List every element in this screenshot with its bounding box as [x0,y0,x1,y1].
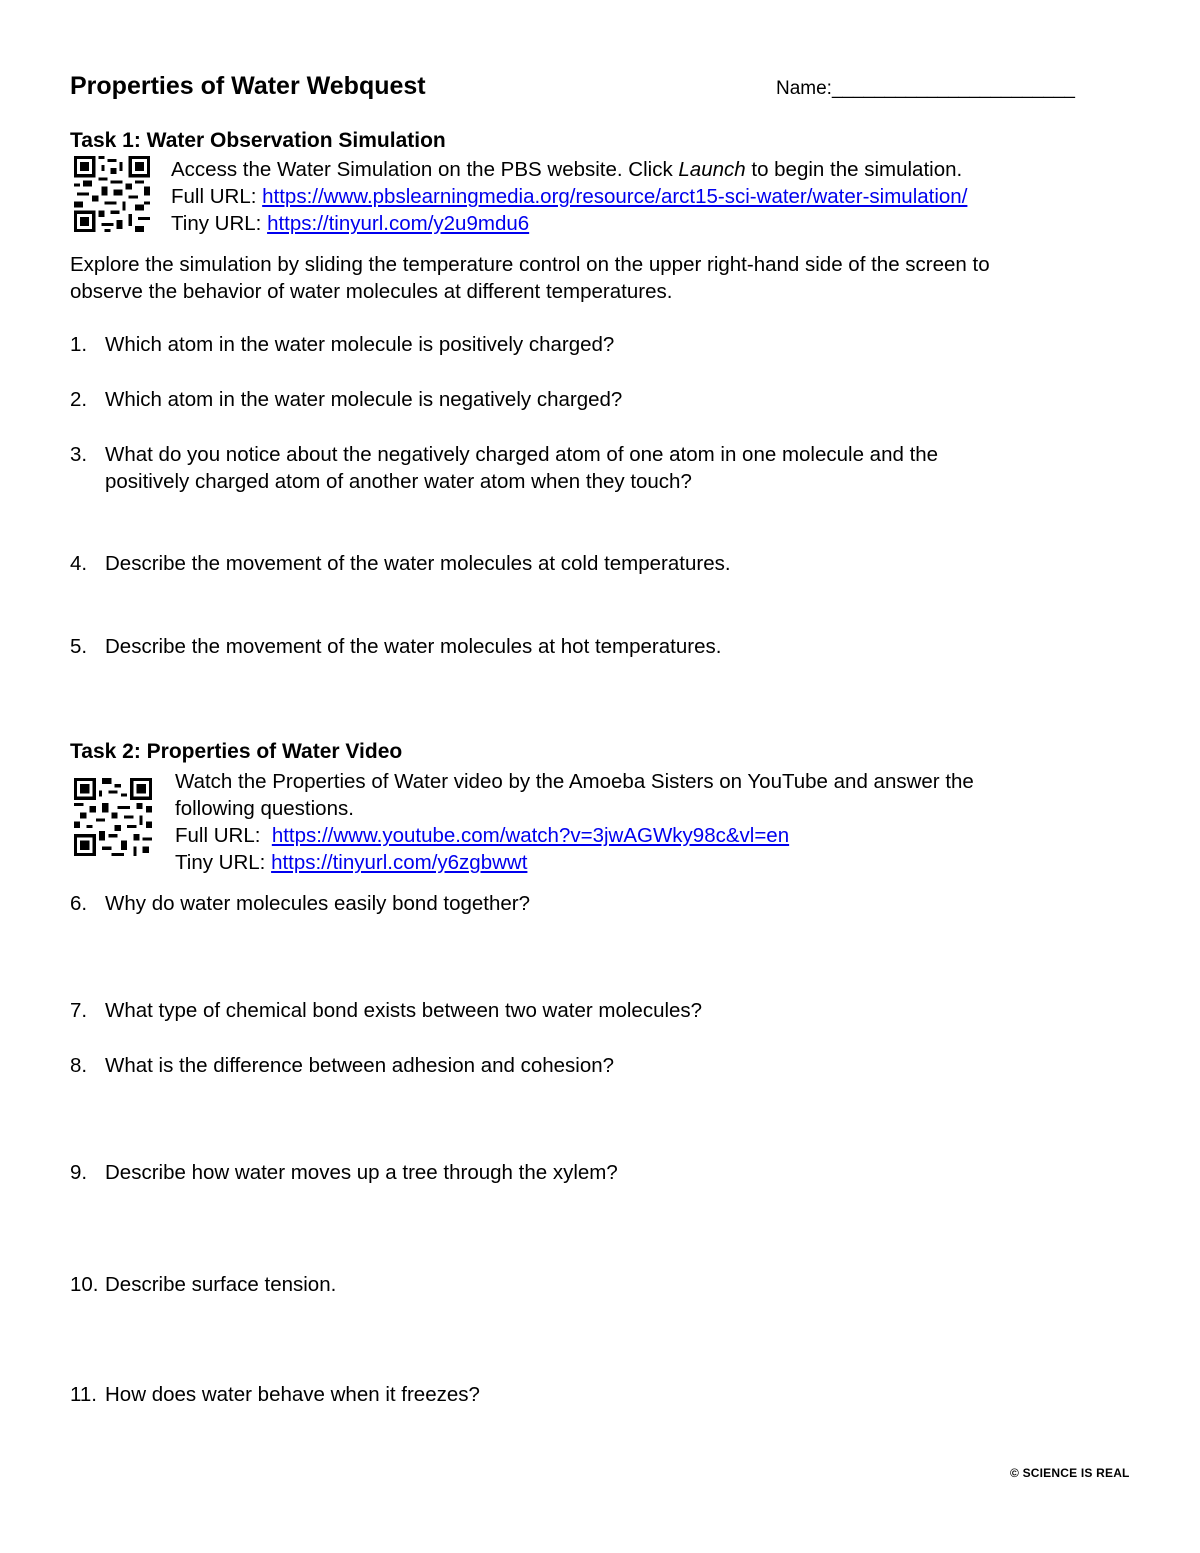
task2-heading: Task 2: Properties of Water Video [70,740,403,763]
task1-intro: Access the Water Simulation on the PBS website. Click Launch to begin the simulation. [171,158,963,181]
task1-explore-line1: Explore the simulation by sliding the temperature control on the upper right-hand side of the screen to [70,253,990,276]
task1-full-url-row: Full URL: https://www.pbslearningmedia.org/resource/arct15-sci-water/water-simulation/ [171,185,968,208]
task2-intro-line2: following questions. [175,797,354,820]
task2-tiny-url-link[interactable]: https://tinyurl.com/y6zgbwwt [271,851,528,874]
task1-heading: Task 1: Water Observation Simulation [70,129,446,152]
task1-tiny-url-link[interactable]: https://tinyurl.com/y2u9mdu6 [267,212,530,235]
page-title: Properties of Water Webquest [70,72,426,100]
task1-full-url-link[interactable]: https://www.pbslearningmedia.org/resource/arct15-sci-water/water-simulation/ [262,185,968,208]
qr-code-icon [74,156,150,232]
task2-full-url-link[interactable]: https://www.youtube.com/watch?v=3jwAGWky98c&vl=en [271,824,790,847]
qr-code-icon [74,778,152,856]
name-field[interactable]: Name:_______________________ [776,78,1075,99]
task2-tiny-url-row: Tiny URL: https://tinyurl.com/y6zgbwwt [175,851,528,874]
task2-full-url-row: Full URL: https://www.youtube.com/watch?v=3jwAGWky98c&vl=en [175,824,790,847]
task1-explore-line2: observe the behavior of water molecules at different temperatures. [70,280,673,303]
copyright-notice: © SCIENCE IS REAL [1010,1466,1130,1480]
task1-tiny-url-row: Tiny URL: https://tinyurl.com/y2u9mdu6 [171,212,530,235]
task2-intro-line1: Watch the Properties of Water video by the Amoeba Sisters on YouTube and answer the [175,770,974,793]
